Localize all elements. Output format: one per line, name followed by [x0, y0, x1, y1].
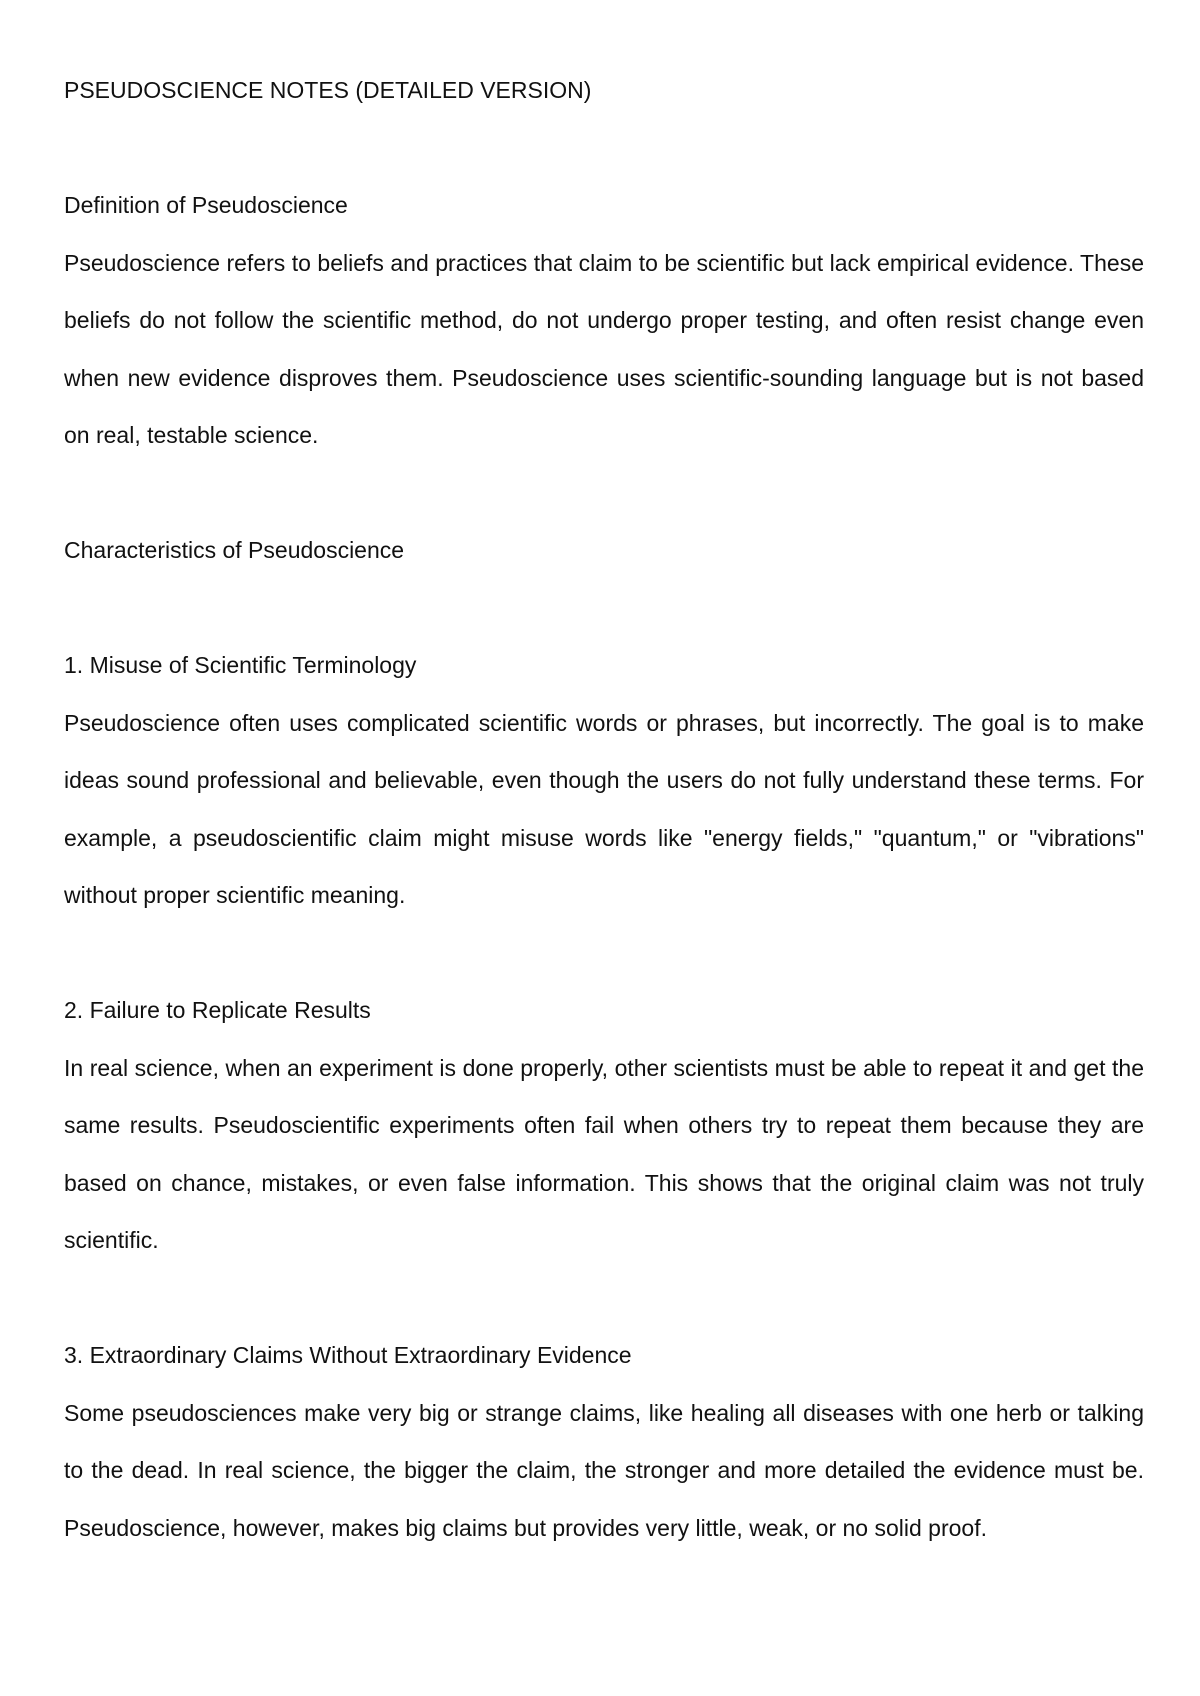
definition-paragraph: Pseudoscience refers to beliefs and practices that claim to be scientific but lack empirical evidence. These beliefs do not follow the scientific method, do not undergo proper testing, and often resist change even when new evidence disproves them. Pseudoscience uses scientific-sounding language but is not based on real, testable science. [64, 249, 1144, 448]
spacer [64, 1270, 1144, 1328]
document-title: PSEUDOSCIENCE NOTES (DETAILED VERSION) [64, 77, 592, 103]
spacer [64, 580, 1144, 638]
characteristic-2-heading: 2. Failure to Replicate Results [64, 997, 371, 1023]
definition-heading: Definition of Pseudoscience [64, 192, 348, 218]
characteristic-2-paragraph: In real science, when an experiment is done properly, other scientists must be able to repeat it and get the same results. Pseudoscientific experiments often fail when others try to repeat them because they are based on chance, mistakes, or even false information. This shows that the original claim was not truly scientific. [64, 1054, 1144, 1253]
spacer [64, 925, 1144, 983]
document-content [64, 62, 1144, 1557]
spacer [64, 120, 1144, 178]
characteristic-3-heading: 3. Extraordinary Claims Without Extraordinary Evidence [64, 1342, 632, 1368]
characteristic-1-paragraph: Pseudoscience often uses complicated scientific words or phrases, but incorrectly. The goal is to make ideas sound professional and believable, even though the users do not fully understand these terms. For example, a pseudoscientific claim might misuse words like "energy fields," "quantum," or "vibrations" without proper scientific meaning. [64, 709, 1144, 908]
spacer [64, 465, 1144, 523]
characteristics-heading: Characteristics of Pseudoscience [64, 537, 405, 563]
characteristic-1-heading: 1. Misuse of Scientific Terminology [64, 652, 417, 678]
characteristic-3-paragraph: Some pseudosciences make very big or strange claims, like healing all diseases with one herb or talking to the dead. In real science, the bigger the claim, the stronger and more detailed the evidence must be. Pseudoscience, however, makes big claims but provides very little, weak, or no solid proof. [64, 1399, 1144, 1541]
